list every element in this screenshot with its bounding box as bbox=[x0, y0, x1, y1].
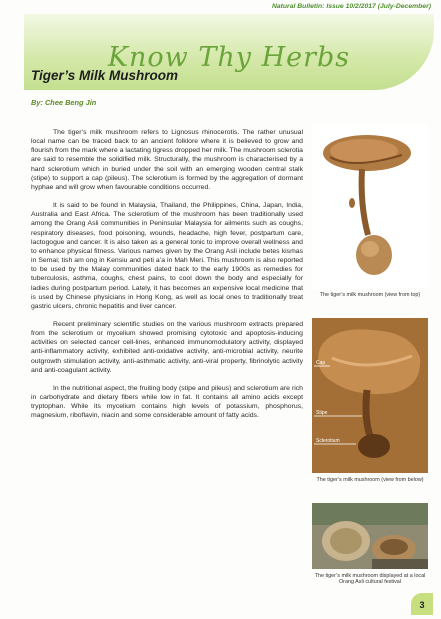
festival-illustration bbox=[312, 503, 428, 569]
label-sclerotium: Sclerotium bbox=[316, 438, 340, 444]
figure-caption: The tiger’s milk mushroom displayed at a local Orang Asli cultural festival bbox=[314, 573, 426, 586]
article-title: Tiger’s Milk Mushroom bbox=[31, 68, 179, 83]
mushroom-top-photo bbox=[312, 125, 428, 290]
paragraph: Recent preliminary scientific studies on the various mushroom extracts prepared from the sclerotium or mycelium showed promising cytotoxic and apoptosis-inducing activities on selected cancer cell-lines, enhanced immunomodulatory activity, displayed anti-inflammatory activity, exhibited anti-oxidative activity, anti-microbial activity, neurite outgrowth stimulation activity, anti-asthmatic activity, anti-viral property, fibrinolytic activity and anti-coagulant activity. bbox=[31, 320, 303, 374]
mushroom-top-illustration bbox=[312, 125, 428, 290]
paragraph: The tiger’s milk mushroom refers to Lignosus rhinocerotis. The rather unusual local name can be traced back to an ancient folklore where it is believed to grow and flourish from the mark where a lactating tigress dropped her milk. The mushroom sclerotia are said to resemble the solidified milk. Structurally, the mushroom is characterised by a hard sclerotium which in buried under the soil with an emerging wooden central stalk (stipe) to support a cap (pileus). The sclerotium is formed by the aggregation of dormant hyphae and will grow when favourable conditions occurred. bbox=[31, 129, 303, 191]
label-cap: Cap bbox=[316, 360, 326, 366]
festival-display-photo bbox=[312, 503, 428, 569]
mushroom-below-illustration bbox=[312, 318, 428, 473]
paragraph: In the nutritional aspect, the fruiting body (stipe and pileus) and sclerotium are rich in carbohydrate and dietary fibers while low in fat. It contains all amino acids except tryptophan. While its mycelium contains high levels of potassium, phosphorus, magnesium, riboflavin, niacin and some considerable amount of fatty acids. bbox=[31, 384, 303, 420]
page-number-badge bbox=[411, 593, 433, 615]
figure-caption: The tiger’s milk mushroom (view from top) bbox=[319, 292, 421, 298]
byline: By: Chee Beng Jin bbox=[31, 98, 97, 107]
figure-caption: The tiger’s milk mushroom (view from below) bbox=[316, 477, 424, 483]
label-stipe: Stipe bbox=[316, 410, 328, 416]
paragraph: It is said to be found in Malaysia, Thailand, the Philippines, China, Japan, India, Australia and East Africa. The sclerotium of the mushroom has been traditionally used among the Orang Asli communities in Peninsular Malaysia for ailments such as coughs, respiratory diseases, food poisoning, wounds, headache, high fever, postpartum care, lactogogue and cancer. It is also taken as a general tonic to improve overall wellness and to enhance physical fitness. Various names given by the Orang Asli include betes kismas in Semai; tish am ong in Kensiu and peti a’a in Mah Meri. This mushroom is also reported to be used by the Malay communities dated back to the early 1900s as remedies for tuberculosis, asthma, coughs, chest pains, to cool down the body and especially for ladies during postpartum period. Lately, it has becomes an expensive local medicine that is used by Chinese physicians in Hong Kong, as well as local ones to traditionally treat gastric ulcers, chronic hepatitis and liver cancer. bbox=[31, 202, 303, 310]
issue-header: Natural Bulletin: Issue 10/2/2017 (July-December) bbox=[271, 3, 431, 10]
section-title: Know Thy Herbs bbox=[107, 42, 351, 73]
article-body bbox=[31, 128, 303, 430]
mushroom-below-photo bbox=[312, 318, 428, 473]
page-number: 3 bbox=[419, 600, 425, 610]
